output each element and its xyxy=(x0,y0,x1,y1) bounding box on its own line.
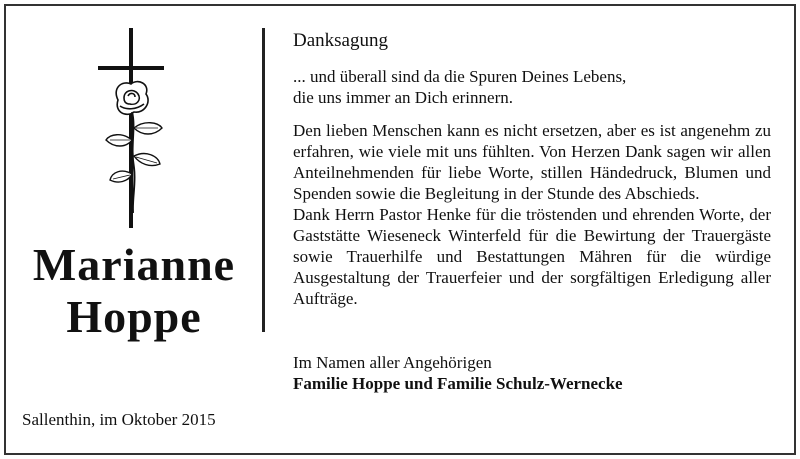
signature-block xyxy=(293,352,771,394)
notice-title: Danksagung xyxy=(293,30,388,51)
thanks-paragraph-1: Den lieben Menschen kann es nicht ersetzen, aber es ist angenehm zu erfahren, wie viele mit uns fühlten. Von Herzen Dank sagen wir allen Anteilnehmenden für liebe Worte, stillen Händedruck, Blumen und Spenden sowie die Begleitung in der Stunde des Abschieds. xyxy=(293,121,771,203)
cross-with-rose-icon xyxy=(88,28,178,233)
quote xyxy=(293,66,771,108)
quote-line-2: die uns immer an Dich erinnern. xyxy=(293,88,513,107)
thanks-paragraph-2: Dank Herrn Pastor Henke für die tröstenden und ehrenden Worte, der Gaststätte Wieseneck Winterfeld für die Bewirtung der Trauergäste sowie Trauerhilfe und Bestattungen Mähren für die würdige Ausgestaltung der Trauerfeier und der sorgfältigen Erledigung aller Aufträge. xyxy=(293,205,771,308)
closing-line: Im Namen aller Angehörigen xyxy=(293,353,492,372)
place-and-date: Sallenthin, im Oktober 2015 xyxy=(22,410,216,429)
deceased-first-name: Marianne xyxy=(32,239,236,290)
deceased-last-name: Hoppe xyxy=(66,291,202,342)
vertical-divider xyxy=(262,28,265,332)
thanks-text xyxy=(293,120,771,309)
family-names: Familie Hoppe und Familie Schulz-Wernecke xyxy=(293,374,623,393)
quote-line-1: ... und überall sind da die Spuren Deines Lebens, xyxy=(293,67,627,86)
